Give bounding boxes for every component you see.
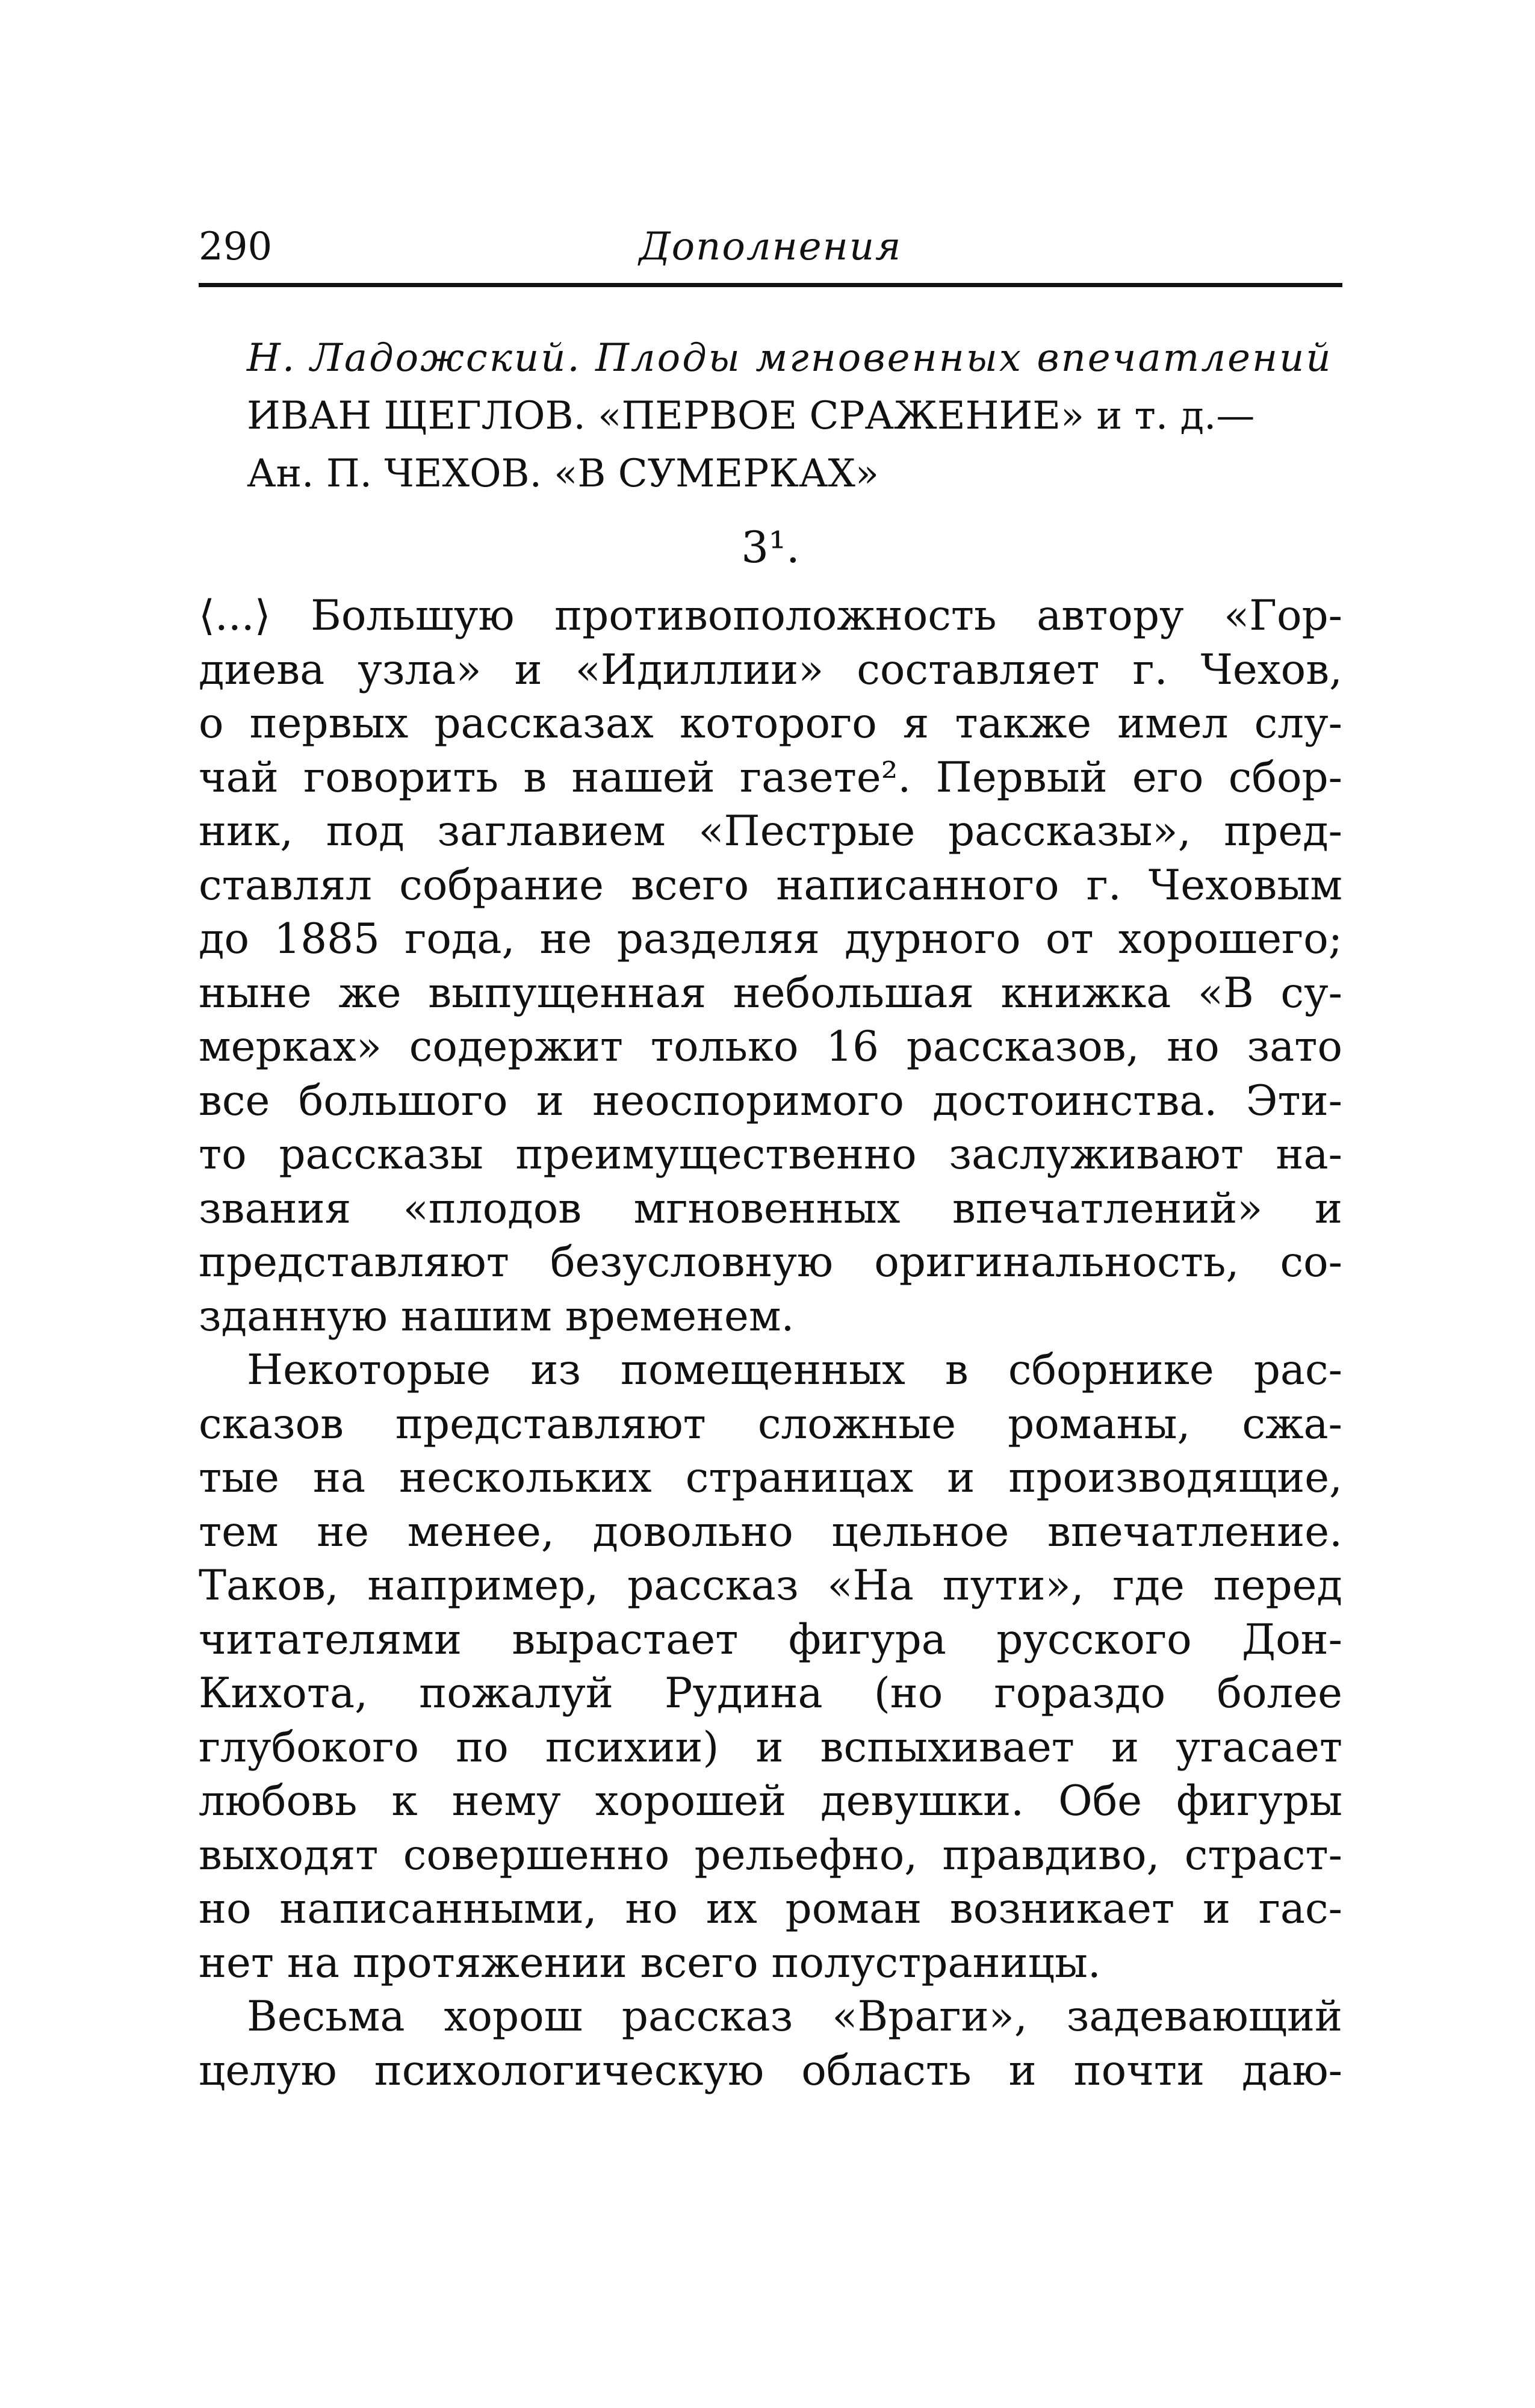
- running-header: [199, 217, 1342, 287]
- text-line: диева узла» и «Идиллии» составляет г. Чехов,: [199, 645, 1342, 694]
- text-line: представляют безусловную оригинальность, со-: [199, 1238, 1342, 1286]
- page-number: 290: [199, 225, 273, 269]
- text-line: звания «плодов мгновенных впечатлений» и: [199, 1184, 1342, 1233]
- text-line: читателями вырастает фигура русского Дон-: [199, 1615, 1342, 1664]
- article-byline: Н. Ладожский. Плоды мгновенных впечатлений: [247, 336, 1333, 380]
- text-line: но написанными, но их роман возникает и гас-: [199, 1885, 1342, 1933]
- text-line: сказов представляют сложные романы, сжа-: [199, 1400, 1342, 1448]
- text-line: глубокого по психии) и вспыхивает и угасает: [199, 1723, 1342, 1772]
- text-line: то рассказы преимущественно заслуживают на-: [199, 1131, 1342, 1179]
- text-line: ныне же выпущенная небольшая книжка «В су-: [199, 969, 1342, 1017]
- text-line: выходят совершенно рельефно, правдиво, страст-: [199, 1831, 1342, 1879]
- running-title: Дополнения: [639, 225, 902, 269]
- text-line: зданную нашим временем.: [199, 1292, 795, 1341]
- text-line: Таков, например, рассказ «На пути», где перед: [199, 1562, 1342, 1610]
- text-line: все большого и неоспоримого достоинства. Эти-: [199, 1076, 1342, 1125]
- text-line: ⟨...⟩ Большую противоположность автору «Гор-: [199, 592, 1342, 640]
- section-number: 3¹.: [741, 522, 800, 573]
- text-line: Кихота, пожалуй Рудина (но гораздо более: [199, 1669, 1342, 1718]
- article-heading-line-2: Ан. П. ЧЕХОВ. «В СУМЕРКАХ»: [247, 452, 879, 496]
- text-line: чай говорить в нашей газете². Первый его сбор-: [199, 753, 1342, 802]
- text-line: мерках» содержит только 16 рассказов, но зато: [199, 1023, 1342, 1071]
- text-line: любовь к нему хорошей девушки. Обе фигуры: [199, 1777, 1342, 1825]
- paragraph-1: [199, 589, 1342, 1344]
- book-page: [199, 217, 1342, 2098]
- article-heading-line-1: ИВАН ЩЕГЛОВ. «ПЕРВОЕ СРАЖЕНИЕ» и т. д.—: [247, 394, 1255, 438]
- text-line: ник, под заглавием «Пестрые рассказы», пред-: [199, 807, 1342, 855]
- text-line: целую психологическую область и почти даю-: [199, 2046, 1342, 2095]
- text-line: тем не менее, довольно цельное впечатление.: [199, 1507, 1342, 1556]
- text-line: тые на нескольких страницах и производящие,: [199, 1454, 1342, 1502]
- text-line: Весьма хорош рассказ «Враги», задевающий: [247, 1993, 1342, 2041]
- text-line: о первых рассказах которого я также имел слу-: [199, 700, 1342, 748]
- body-text: [199, 589, 1342, 2098]
- text-line: до 1885 года, не разделяя дурного от хорошего;: [199, 915, 1342, 963]
- text-line: нет на протяжении всего полустраницы.: [199, 1938, 1101, 1987]
- text-line: ставлял собрание всего написанного г. Чеховым: [199, 861, 1342, 910]
- paragraph-3: [199, 1990, 1342, 2098]
- text-line: Некоторые из помещенных в сборнике рас-: [247, 1346, 1342, 1394]
- paragraph-2: [199, 1344, 1342, 1990]
